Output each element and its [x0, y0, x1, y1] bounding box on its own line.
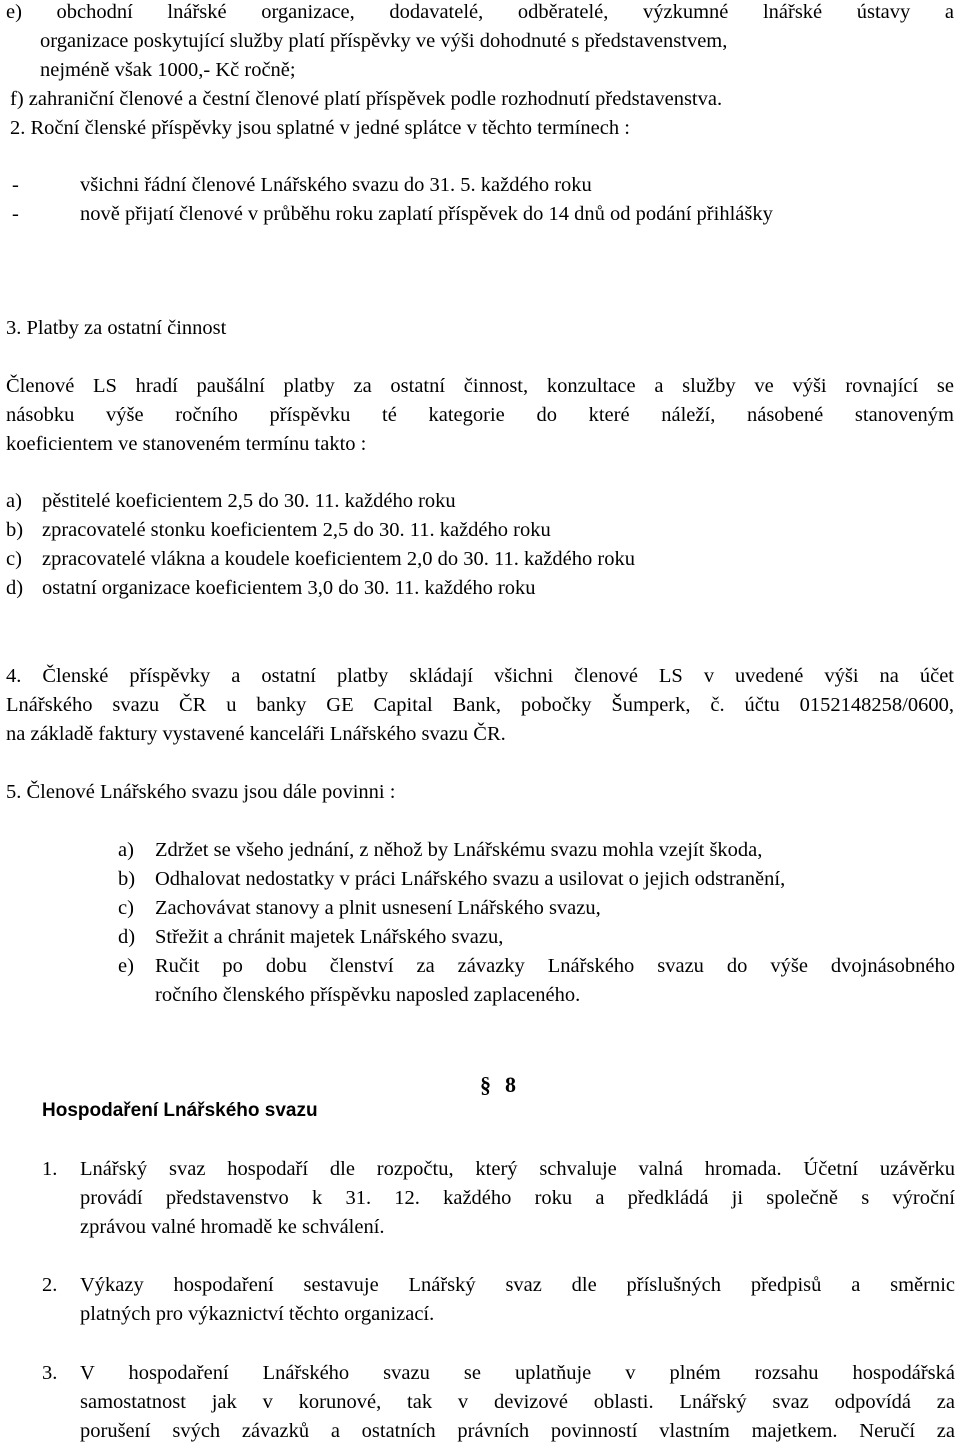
- section-3-body-line2: násobku výše ročního příspěvku té kategorie do které náleží, násobené stanoveným: [6, 404, 954, 426]
- section-5-item-text-d: Střežit a chránit majetek Lnářského svazu,: [155, 926, 504, 948]
- section-3-item-text-c: zpracovatelé vlákna a koudele koeficientem 2,0 do 30. 11. každého roku: [42, 548, 635, 570]
- section-8-p1-line1: Lnářský svaz hospodaří dle rozpočtu, který schvaluje valná hromada. Účetní uzávěrku: [80, 1158, 955, 1180]
- section-5-item-marker-c: c): [118, 897, 134, 919]
- term-text-1: všichni řádní členové Lnářského svazu do 31. 5. každého roku: [80, 174, 592, 196]
- section-number: 8: [505, 1072, 516, 1097]
- section-5-item-marker-e: e): [118, 955, 134, 977]
- section-8-heading: Hospodaření Lnářského svazu: [42, 1100, 318, 1121]
- section-8-p3-line3: porušení svých závazků a ostatních právních povinností vlastním majetkem. Neručí za: [80, 1420, 955, 1442]
- section-8-p3-line2: samostatnost jak v korunové, tak v devizové oblasti. Lnářský svaz odpovídá za: [80, 1391, 955, 1413]
- section-8-p3-marker: 3.: [42, 1362, 58, 1384]
- paragraph-symbol: §: [480, 1072, 491, 1097]
- para-f-line: f) zahraniční členové a čestní členové platí příspěvek podle rozhodnutí představenstva.: [10, 88, 723, 110]
- section-3-heading: 3. Platby za ostatní činnost: [6, 317, 227, 339]
- section-5-item-marker-d: d): [118, 926, 136, 948]
- section-8-p1-line3: zprávou valné hromadě ke schválení.: [80, 1216, 385, 1238]
- section-5-item-marker-a: a): [118, 839, 134, 861]
- section-8-p2-marker: 2.: [42, 1274, 58, 1296]
- section-3-body-line3: koeficientem ve stanoveném termínu takto :: [6, 433, 367, 455]
- para-e-line1: e) obchodní lnářské organizace, dodavatelé, odběratelé, výzkumné lnářské ústavy a: [6, 1, 954, 23]
- section-4-line3: na základě faktury vystavené kanceláři Lnářského svazu ČR.: [6, 723, 506, 745]
- section-5-item-text-c: Zachovávat stanovy a plnit usnesení Lnářského svazu,: [155, 897, 601, 919]
- section-3-item-text-a: pěstitelé koeficientem 2,5 do 30. 11. každého roku: [42, 490, 456, 512]
- section-8-p3-line1: V hospodaření Lnářského svazu se uplatňuje v plném rozsahu hospodářská: [80, 1362, 955, 1384]
- section-8-p1-marker: 1.: [42, 1158, 58, 1180]
- section-8-p2-line1: Výkazy hospodaření sestavuje Lnářský svaz dle příslušných předpisů a směrnic: [80, 1274, 955, 1296]
- para-e-line2: organizace poskytující služby platí příspěvky ve výši dohodnuté s představenstvem,: [40, 30, 728, 52]
- section-3-item-marker-b: b): [6, 519, 24, 541]
- section-5-item-text-e: Ručit po dobu členství za závazky Lnářského svazu do výše dvojnásobného: [155, 955, 955, 977]
- section-5-item-marker-b: b): [118, 868, 136, 890]
- section-3-body-line1: Členové LS hradí paušální platby za ostatní činnost, konzultace a služby ve výši rovnající se: [6, 375, 954, 397]
- term-text-2: nově přijatí členové v průběhu roku zaplatí příspěvek do 14 dnů od podání přihlášky: [80, 203, 773, 225]
- section-3-item-text-b: zpracovatelé stonku koeficientem 2,5 do 30. 11. každého roku: [42, 519, 551, 541]
- section-4-line1: 4. Členské příspěvky a ostatní platby skládají všichni členové LS v uvedené výši na účet: [6, 665, 954, 687]
- term-dash-1: -: [12, 174, 19, 196]
- para-e-line3: nejméně však 1000,- Kč ročně;: [40, 59, 296, 81]
- section-3-item-marker-c: c): [6, 548, 22, 570]
- section-3-item-marker-a: a): [6, 490, 22, 512]
- section-3-item-text-d: ostatní organizace koeficientem 3,0 do 30. 11. každého roku: [42, 577, 536, 599]
- section-5-heading: 5. Členové Lnářského svazu jsou dále povinni :: [6, 781, 396, 803]
- para-2-line: 2. Roční členské příspěvky jsou splatné v jedné splátce v těchto termínech :: [10, 117, 630, 139]
- section-3-item-marker-d: d): [6, 577, 24, 599]
- section-5-item-text-e-line2: ročního členského příspěvku naposled zaplaceného.: [155, 984, 581, 1006]
- section-5-item-text-b: Odhalovat nedostatky v práci Lnářského svazu a usilovat o jejich odstranění,: [155, 868, 786, 890]
- section-4-line2: Lnářského svazu ČR u banky GE Capital Bank, pobočky Šumperk, č. účtu 0152148258/0600,: [6, 694, 954, 716]
- section-8-p1-line2: provádí představenstvo k 31. 12. každého roku a předkládá ji společně s výroční: [80, 1187, 955, 1209]
- term-dash-2: -: [12, 203, 19, 225]
- section-8-p2-line2: platných pro výkaznictví těchto organizací.: [80, 1303, 435, 1325]
- section-5-item-text-a: Zdržet se všeho jednání, z něhož by Lnářskému svazu mohla vzejít škoda,: [155, 839, 763, 861]
